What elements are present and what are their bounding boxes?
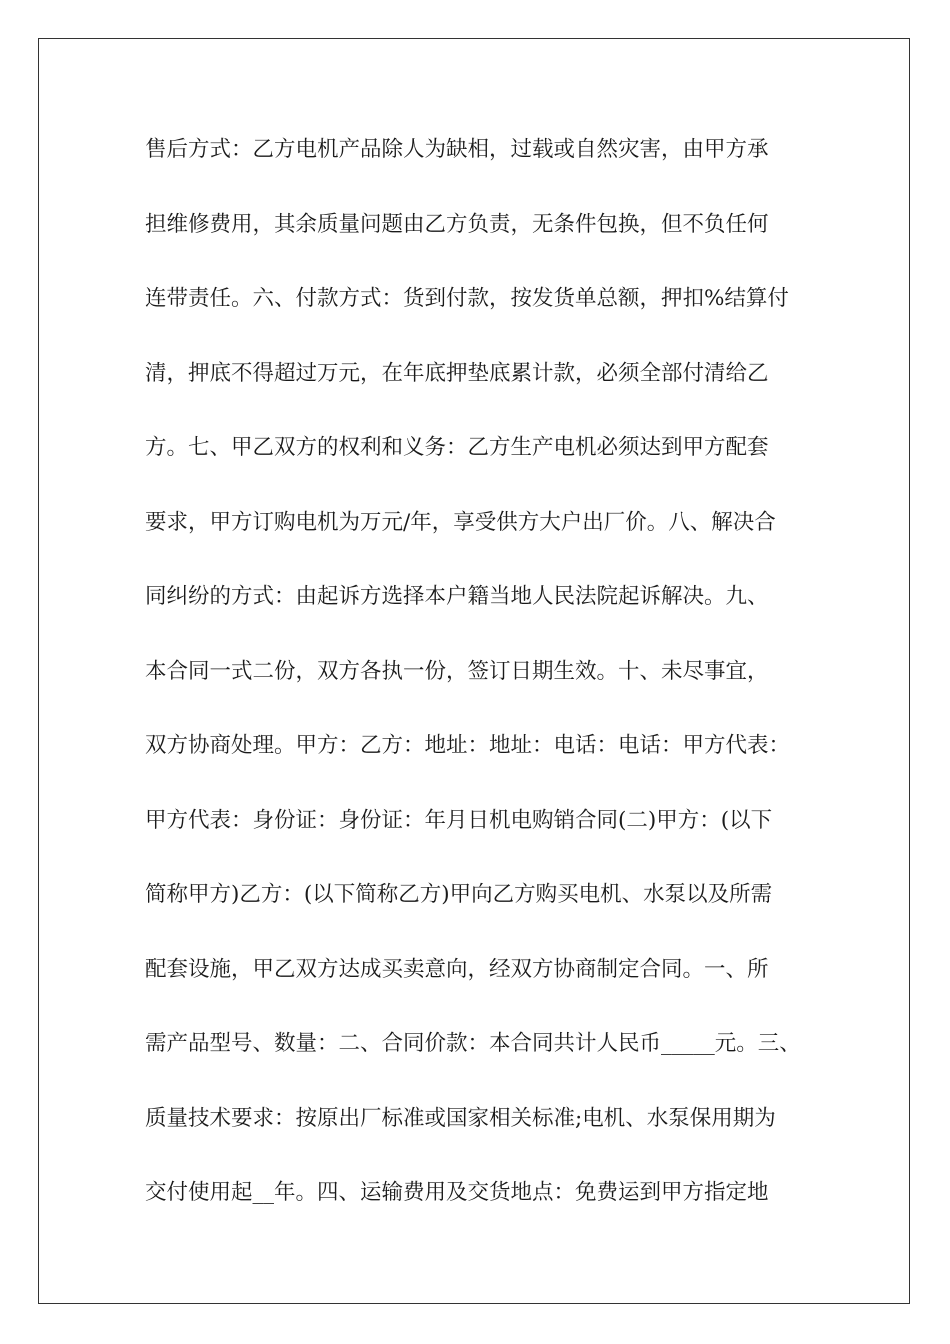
text-line: 清，押底不得超过万元，在年底押垫底累计款，必须全部付清给乙 [145,360,769,386]
text-line: 方。七、甲乙双方的权利和义务：乙方生产电机必须达到甲方配套 [145,435,769,460]
text-line: 担维修费用，其余质量问题由乙方负责，无条件包换，但不负任何 [145,211,769,237]
text-line: 需产品型号、数量：二、合同价款：本合同共计人民币_____元。三、 [145,1031,801,1056]
text-line: 甲方代表：身份证：身份证：年月日机电购销合同(二)甲方：(以下 [145,807,773,833]
document-body [145,128,825,1246]
text-line: 简称甲方)乙方：(以下简称乙方)甲向乙方购买电机、水泵以及所需 [145,882,773,907]
text-line: 售后方式：乙方电机产品除人为缺相，过载或自然灾害，由甲方承 [145,137,769,162]
text-line: 配套设施，甲乙双方达成买卖意向，经双方协商制定合同。一、所 [145,956,769,982]
text-line: 交付使用起__年。四、运输费用及交货地点：免费运到甲方指定地 [145,1180,769,1205]
text-line: 本合同一式二份，双方各执一份，签订日期生效。十、未尽事宜， [145,658,769,684]
text-line: 同纠纷的方式：由起诉方选择本户籍当地人民法院起诉解决。九、 [145,584,769,609]
text-line: 连带责任。六、付款方式：货到付款，按发货单总额，押扣%结算付 [145,286,789,311]
text-line: 双方协商处理。甲方：乙方：地址：地址：电话：电话：甲方代表： [145,733,791,758]
text-line: 要求，甲方订购电机为万元/年，享受供方大户出厂价。八、解决合 [145,509,776,535]
text-line: 质量技术要求：按原出厂标准或国家相关标准;电机、水泵保用期为 [145,1105,776,1131]
